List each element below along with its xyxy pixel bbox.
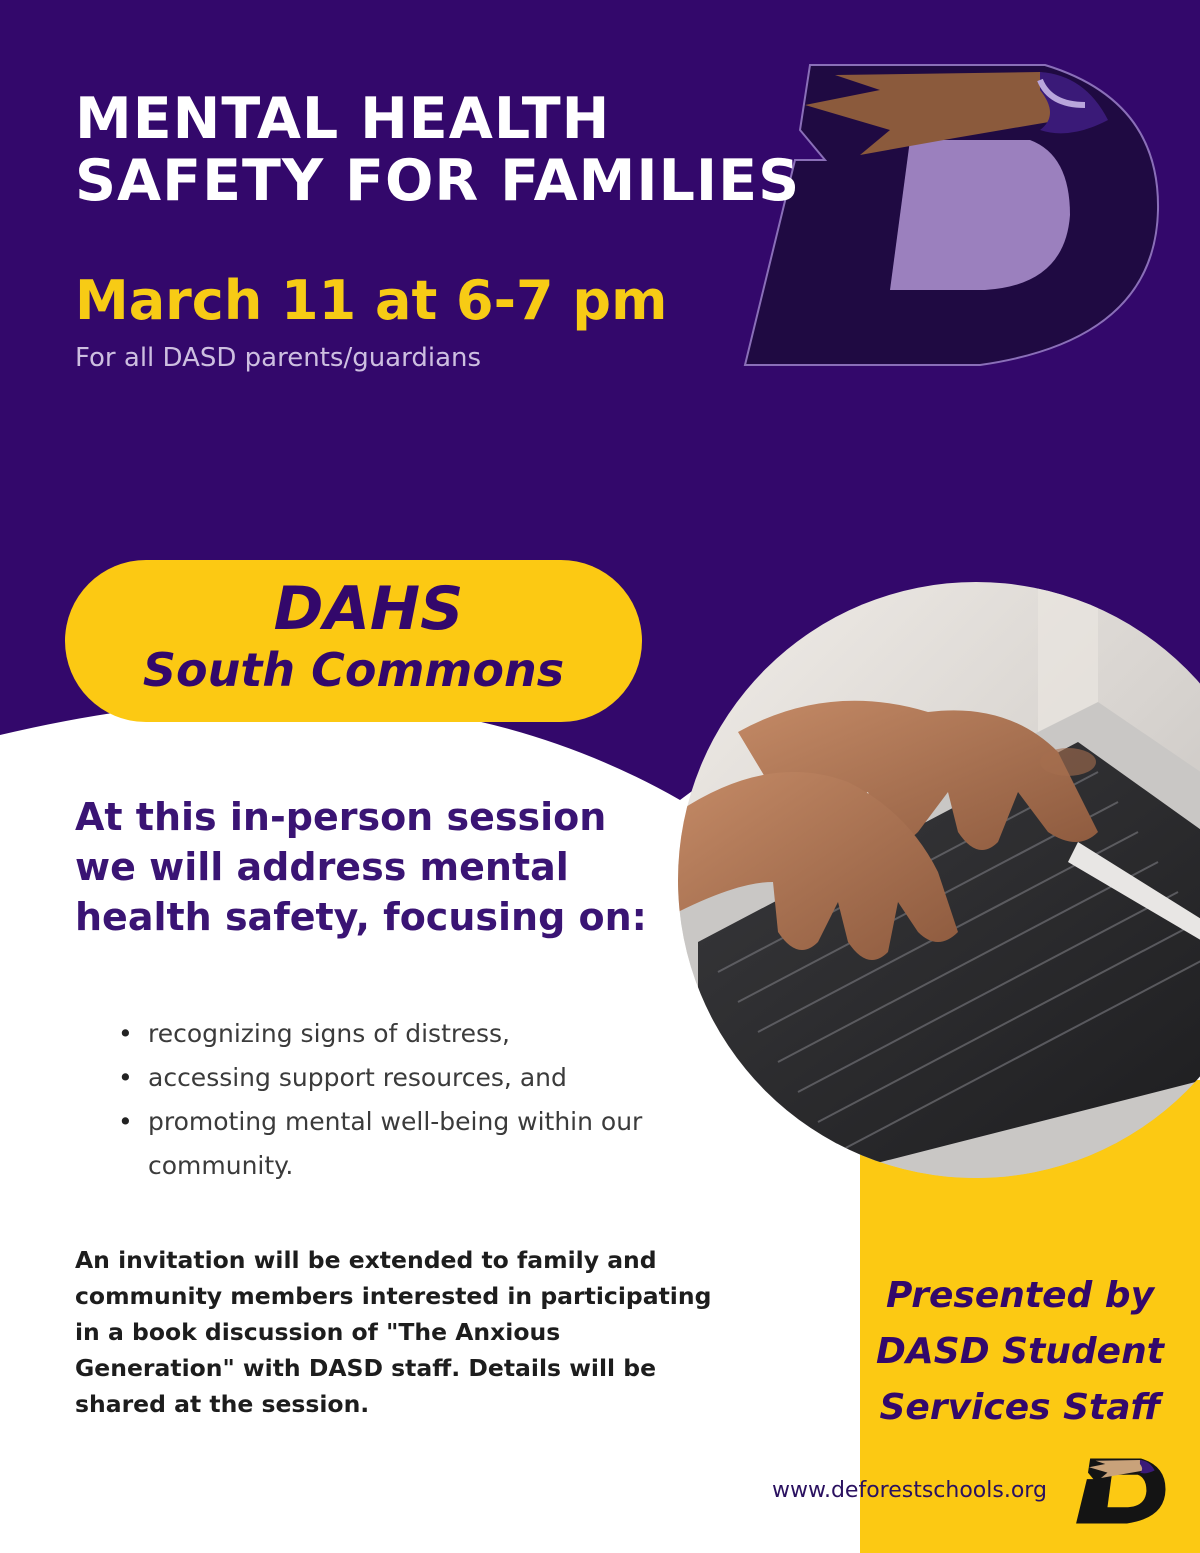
event-title-line-2: SAFETY FOR FAMILIES [75, 148, 801, 214]
event-audience: For all DASD parents/guardians [75, 343, 482, 373]
d-logo-icon [740, 60, 1165, 370]
presenter-line-3: Services Staff [879, 1387, 1161, 1428]
presenter-line-1: Presented by [885, 1275, 1155, 1316]
venue-name: DAHS [273, 574, 464, 644]
d-logo-small-icon [1075, 1455, 1167, 1527]
presenter-credit [830, 1268, 1200, 1436]
venue-room: South Commons [142, 643, 565, 697]
focus-list [118, 1012, 698, 1188]
venue-badge [65, 560, 642, 722]
session-intro: At this in-person session we will address mental health safety, focusing on: [75, 795, 647, 939]
website-link[interactable]: www.deforestschools.org [772, 1478, 1047, 1503]
list-item: • recognizing signs of distress, [118, 1012, 698, 1056]
list-item: • promoting mental well-being within our community. [118, 1100, 698, 1188]
presenter-line-2: DASD Student [876, 1331, 1164, 1372]
event-title [75, 88, 800, 212]
event-title-line-1: MENTAL HEALTH [75, 86, 611, 152]
event-date: March 11 at 6-7 pm [75, 269, 668, 332]
book-discussion-invitation: An invitation will be extended to family and community members interested in participating in a book discussion of "The Anxious Generation" with DASD staff. Details will be shared at the session. [75, 1246, 712, 1418]
list-item: • accessing support resources, and [118, 1056, 698, 1100]
